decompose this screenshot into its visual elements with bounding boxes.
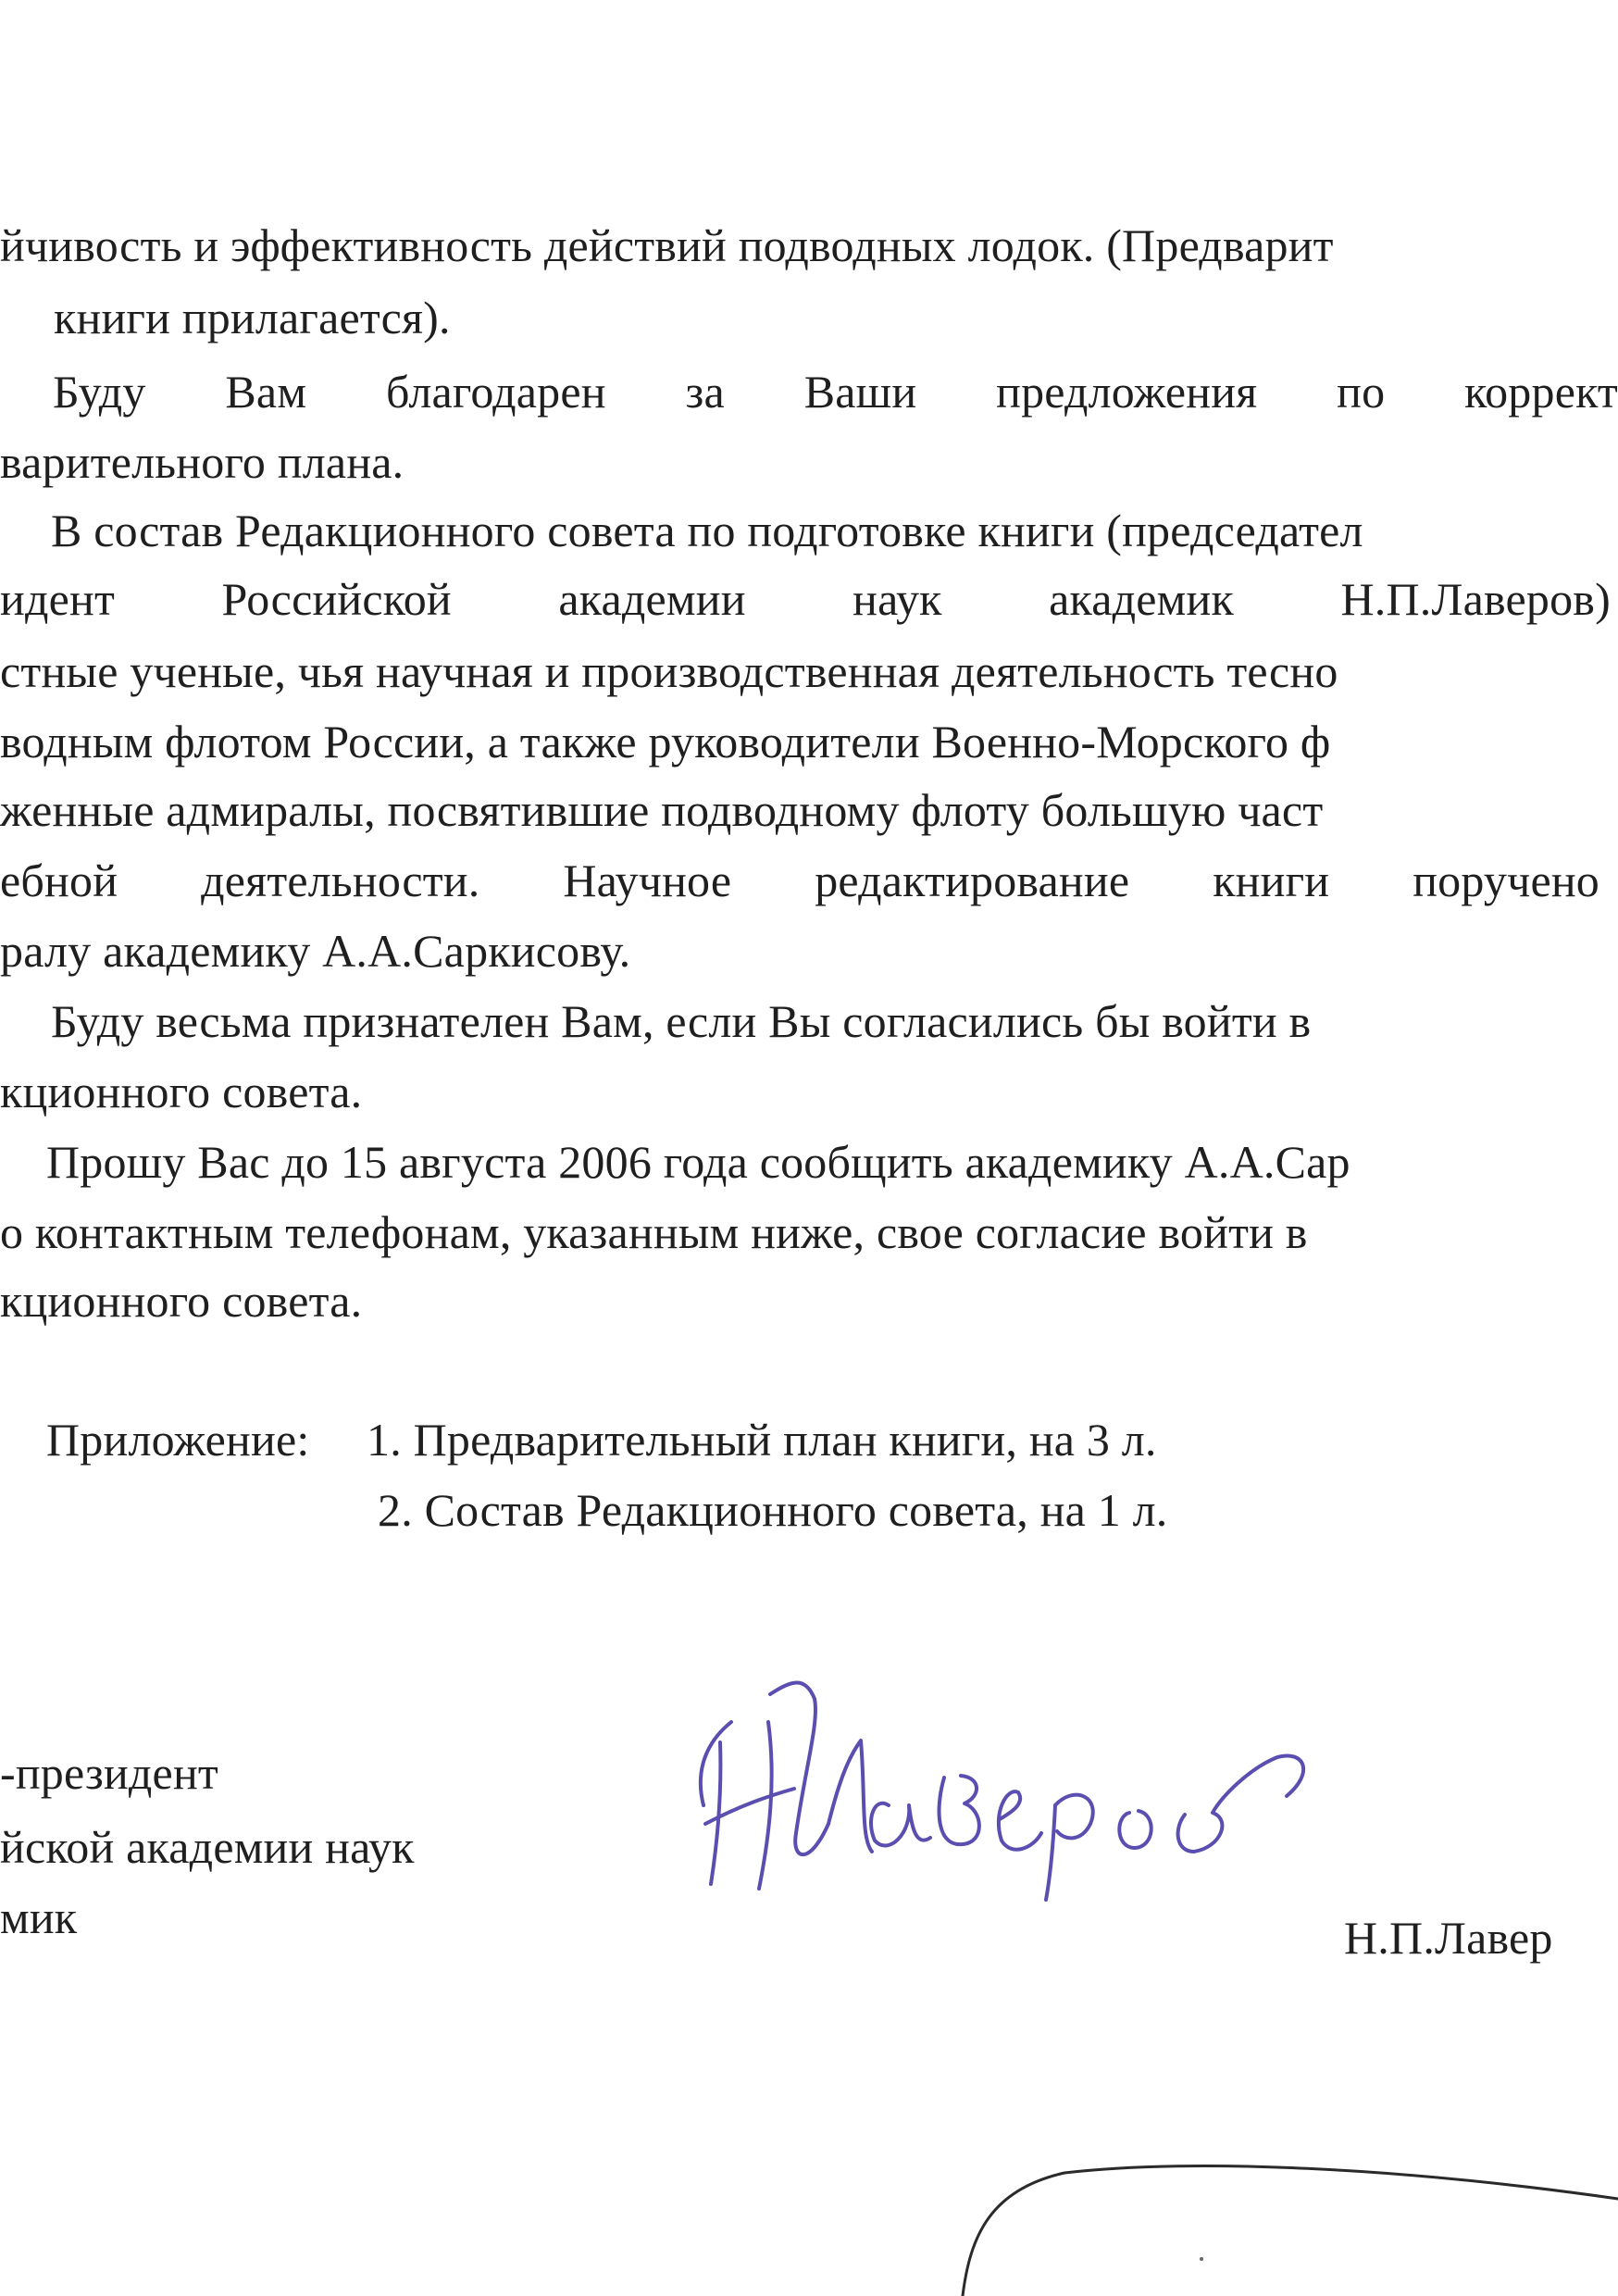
- body-line: ралу академику А.А.Саркисову.: [0, 925, 631, 977]
- body-line: стные ученые, чья научная и производственная деятельность тесно: [0, 645, 1338, 697]
- word: Российской: [221, 573, 452, 625]
- body-line: кционного совета.: [0, 1275, 363, 1327]
- word: идент: [0, 573, 115, 625]
- body-line: женные адмиралы, посвятившие подводному флоту большую част: [0, 784, 1324, 836]
- body-line: варительного плана.: [0, 436, 404, 488]
- body-line: В состав Редакционного совета по подготовке книги (председател: [51, 505, 1363, 556]
- word: коррект: [1464, 366, 1618, 418]
- word: Н.П.Лаверов): [1340, 573, 1611, 625]
- word: книги: [1213, 855, 1330, 906]
- attachment-item: 2. Состав Редакционного совета, на 1 л.: [378, 1484, 1168, 1536]
- word: Вам: [225, 366, 307, 418]
- word: предложения: [996, 366, 1258, 418]
- body-line-justified: [0, 573, 1611, 625]
- signatory-title-line: -президент: [0, 1747, 218, 1799]
- signatory-title-line: йской академии наук: [0, 1821, 415, 1873]
- word: ебной: [0, 855, 118, 906]
- body-line: водным флотом России, а также руководители Военно-Морского ф: [0, 716, 1331, 767]
- body-line-justified: [53, 366, 1618, 418]
- signatory-name: Н.П.Лавер: [1344, 1912, 1553, 1964]
- word: за: [685, 366, 725, 418]
- body-line: Буду весьма признателен Вам, если Вы согласились бы войти в: [51, 995, 1312, 1047]
- word: редактирование: [815, 855, 1130, 906]
- word: Ваши: [803, 366, 917, 418]
- word: академик: [1049, 573, 1234, 625]
- curved-line-decoration: [953, 2125, 1618, 2296]
- body-line: кционного совета.: [0, 1066, 363, 1117]
- word: наук: [853, 573, 942, 625]
- word: поручено: [1413, 855, 1599, 906]
- attachment-item: 1. Предварительный план книги, на 3 л.: [367, 1414, 1157, 1466]
- word: Научное: [563, 855, 732, 906]
- body-line-justified: [0, 857, 1599, 904]
- attachments-label: Приложение:: [46, 1414, 310, 1466]
- word: академии: [558, 573, 746, 625]
- body-line: о контактным телефонам, указанным ниже, свое согласие войти в: [0, 1206, 1308, 1258]
- handwritten-signature: [666, 1657, 1370, 1907]
- word: Буду: [53, 366, 146, 418]
- body-line: Прошу Вас до 15 августа 2006 года сообщить академику А.А.Сар: [46, 1136, 1350, 1188]
- body-line: йчивость и эффективность действий подводных лодок. (Предварит: [0, 219, 1334, 271]
- word: благодарен: [385, 366, 606, 418]
- word: деятельности.: [201, 855, 480, 906]
- word: по: [1337, 366, 1386, 418]
- body-line: книги прилагается).: [54, 292, 451, 343]
- signatory-title-line: мик: [0, 1891, 78, 1943]
